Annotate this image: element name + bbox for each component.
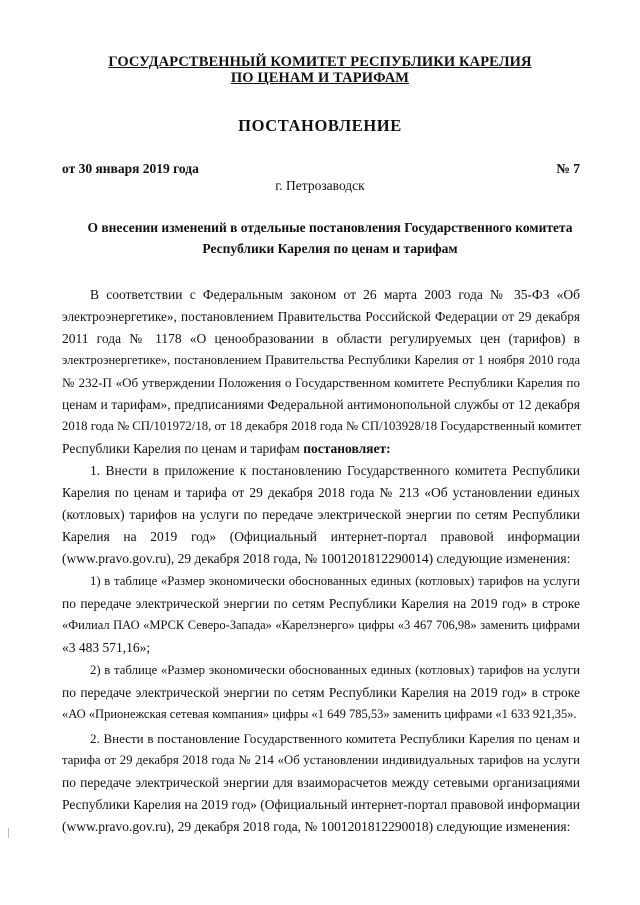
subject-line1: О внесении изменений в отдельные постановления Государственного комитета (87, 220, 573, 235)
paragraph-line: 2011 года № 1178 «О ценообразовании в области регулируемых цен (тарифов) в (62, 331, 580, 346)
paragraph-line: тарифа от 29 декабря 2018 года № 214 «Об установлении индивидуальных тарифов на услуги (62, 753, 580, 767)
paragraph-line: (котловых) тарифов на услуги по передаче электрической энергии по сетям Республики (62, 507, 580, 522)
paragraph-line: № 232-П «Об утверждении Положения о Государственном комитете Республики Карелия по (62, 375, 580, 390)
paragraph-line: 1. Внести в приложение к постановлению Государственного комитета Республики (90, 463, 580, 478)
document-date: от 30 января 2019 года (62, 161, 199, 176)
paragraph-line: ценам и тарифам», предписаниями Федеральной антимонопольной службы от 12 декабря (62, 397, 580, 412)
paragraph-line: Карелия на 2019 год» (Официальный интернет-портал правовой информации (62, 529, 580, 544)
paragraph-line: «3 483 571,16»; (62, 640, 151, 655)
paragraph-line: «Филиал ПАО «МРСК Северо-Запада» «Карелэнерго» цифры «3 467 706,98» заменить цифрами (62, 618, 580, 632)
scan-margin-mark (8, 828, 9, 838)
paragraph-line: (www.pravo.gov.ru), 29 декабря 2018 года, № 1001201812290018) следующие изменения: (62, 819, 571, 834)
paragraph-line: Республики Карелия на 2019 год» (Официальный интернет-портал правовой информации (62, 797, 580, 812)
document-type-title: ПОСТАНОВЛЕНИЕ (238, 116, 402, 135)
paragraph-line: по передаче электрической энергии по сетям Республики Карелия на 2019 год» в строке (62, 596, 580, 611)
paragraph-line (62, 440, 580, 457)
paragraph-text: Республики Карелия по ценам и тарифам (62, 441, 304, 456)
committee-name-line1: ГОСУДАРСТВЕННЫЙ КОМИТЕТ РЕСПУБЛИКИ КАРЕЛИЯ (108, 54, 532, 70)
document-number: № 7 (556, 161, 580, 176)
paragraph-line: «АО «Прионежская сетевая компания» цифры «1 649 785,53» заменить цифрами «1 633 921,35». (62, 707, 577, 721)
paragraph-line: 1) в таблице «Размер экономически обоснованных единых (котловых) тарифов на услуги (90, 574, 580, 588)
paragraph-line: электроэнергетике», постановлением Правительства Российской Федерации от 29 декабря (62, 309, 580, 324)
paragraph-line: по передаче электрической энергии для взаиморасчетов между сетевыми организациями (62, 775, 580, 790)
paragraph-line: 2) в таблице «Размер экономически обоснованных единых (котловых) тарифов на услуги (90, 663, 580, 677)
resolution-keyword: постановляет: (303, 441, 391, 456)
paragraph-line: по передаче электрической энергии по сетям Республики Карелия на 2019 год» в строке (62, 685, 580, 700)
paragraph-line: (www.pravo.gov.ru), 29 декабря 2018 года, № 1001201812290014) следующие изменения: (62, 551, 571, 566)
paragraph-line: электроэнергетике», постановлением Правительства Республики Карелия от 1 ноября 2010 года (62, 353, 580, 367)
paragraph-line: 2018 года № СП/101972/18, от 18 декабря 2018 года № СП/103928/18 Государственный комитет (62, 419, 582, 433)
paragraph-line: 2. Внести в постановление Государственного комитета Республики Карелия по ценам и (90, 731, 580, 746)
paragraph-line: Карелия по ценам и тарифа от 29 декабря 2018 года № 213 «Об установлении единых (62, 485, 580, 500)
document-city: г. Петрозаводск (275, 178, 365, 193)
committee-name-line2: ПО ЦЕНАМ И ТАРИФАМ (230, 70, 410, 86)
subject-line2: Республики Карелия по ценам и тарифам (202, 241, 458, 256)
paragraph-line: В соответствии с Федеральным законом от 26 марта 2003 года № 35-ФЗ «Об (90, 287, 580, 302)
